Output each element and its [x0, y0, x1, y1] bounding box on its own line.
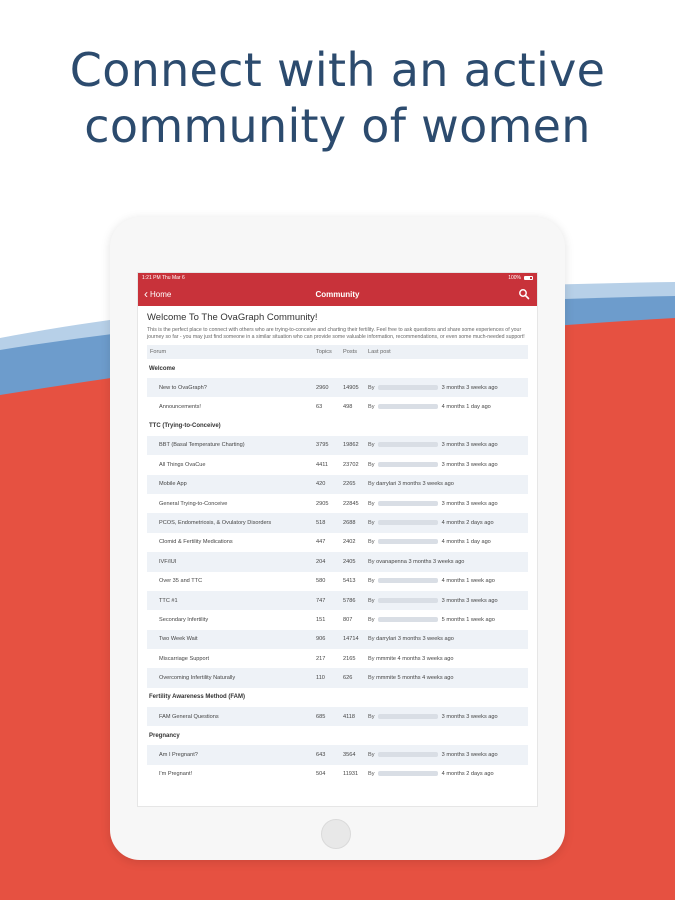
forum-posts: 22845	[343, 500, 359, 507]
category-name: Welcome	[149, 365, 176, 372]
forum-row[interactable]	[147, 397, 528, 416]
battery-icon	[524, 276, 533, 280]
forum-name: New to OvaGraph?	[159, 384, 207, 391]
forum-topics: 504	[316, 771, 326, 778]
last-post-by: By	[368, 771, 375, 778]
last-post-user[interactable]: mmmite	[376, 655, 396, 662]
forum-name: All Things OvaCue	[159, 461, 206, 468]
header-topics: Topics	[316, 349, 332, 355]
forum-posts: 498	[343, 404, 353, 411]
forum-row[interactable]	[147, 610, 528, 629]
last-post-by: By	[368, 578, 375, 585]
last-post-by: By	[368, 616, 375, 623]
forum-name: Overcoming Infertility Naturally	[159, 675, 236, 682]
forum-row[interactable]	[147, 494, 528, 513]
forum-row[interactable]	[147, 649, 528, 668]
redacted-username	[378, 404, 438, 409]
table-header	[147, 345, 528, 359]
status-bar	[138, 273, 537, 282]
forum-last-post	[368, 559, 528, 565]
forum-last-post	[368, 771, 528, 777]
forum-last-post	[368, 481, 528, 487]
forum-posts: 19862	[343, 442, 359, 449]
category-row	[147, 417, 528, 436]
last-post-user[interactable]: ovanapenna	[376, 558, 407, 565]
forum-row[interactable]	[147, 668, 528, 687]
forum-name: Announcements!	[159, 404, 201, 411]
forum-last-post	[368, 714, 528, 720]
last-post-time: 4 months 1 week ago	[441, 578, 495, 585]
last-post-time: 3 months 3 weeks ago	[441, 384, 498, 391]
last-post-user[interactable]: darrylari	[376, 636, 397, 643]
last-post-by: By	[368, 675, 375, 682]
forum-name: Mobile App	[159, 481, 187, 488]
forum-posts: 11931	[343, 771, 359, 778]
last-post-by: By	[368, 442, 375, 449]
last-post-by: By	[368, 384, 375, 391]
forum-row[interactable]	[147, 533, 528, 552]
last-post-by: By	[368, 500, 375, 507]
last-post-time: 4 months 2 days ago	[441, 520, 494, 527]
forum-topics: 151	[316, 616, 326, 623]
category-row	[147, 359, 528, 378]
status-battery-text: 100%	[508, 274, 521, 281]
headline-line-2: community of women	[84, 99, 591, 153]
redacted-username	[378, 385, 438, 390]
forum-last-post	[368, 752, 528, 758]
forum-posts: 2265	[343, 481, 356, 488]
last-post-time: 4 months 1 day ago	[441, 404, 491, 411]
header-forum: Forum	[150, 349, 167, 355]
forum-last-post	[368, 539, 528, 545]
last-post-time: 3 months 3 weeks ago	[397, 636, 454, 643]
forum-posts: 626	[343, 675, 353, 682]
last-post-time: 3 months 3 weeks ago	[441, 500, 498, 507]
redacted-username	[378, 578, 438, 583]
category-name: Pregnancy	[149, 732, 180, 739]
last-post-time: 3 months 3 weeks ago	[441, 597, 498, 604]
category-row	[147, 688, 528, 707]
last-post-time: 4 months 1 day ago	[441, 539, 491, 546]
forum-last-post	[368, 404, 528, 410]
last-post-time: 3 months 3 weeks ago	[441, 751, 498, 758]
forum-last-post	[368, 598, 528, 604]
welcome-title: Welcome To The OvaGraph Community!	[147, 312, 318, 323]
chevron-left-icon: ‹	[144, 287, 148, 301]
last-post-by: By	[368, 751, 375, 758]
back-label: Home	[150, 289, 172, 299]
forum-table	[147, 345, 528, 784]
nav-bar	[138, 282, 537, 306]
forum-posts: 5786	[343, 597, 356, 604]
redacted-username	[378, 501, 438, 506]
forum-last-post	[368, 675, 528, 681]
forum-posts: 4118	[343, 713, 356, 720]
search-icon[interactable]	[518, 288, 530, 300]
redacted-username	[378, 617, 438, 622]
headline-line-1: Connect with an active	[69, 43, 606, 97]
last-post-by: By	[368, 520, 375, 527]
last-post-by: By	[368, 539, 375, 546]
forum-topics: 518	[316, 520, 326, 527]
forum-row[interactable]	[147, 378, 528, 397]
forum-posts: 3564	[343, 751, 356, 758]
last-post-user[interactable]: mmmite	[376, 675, 396, 682]
forum-name: BBT (Basal Temperature Charting)	[159, 442, 245, 449]
forum-name: General Trying-to-Conceive	[159, 500, 228, 507]
last-post-by: By	[368, 404, 375, 411]
forum-topics: 4411	[316, 461, 329, 468]
forum-posts: 23702	[343, 461, 359, 468]
table-body	[147, 359, 528, 784]
forum-posts: 2688	[343, 520, 356, 527]
forum-topics: 747	[316, 597, 326, 604]
last-post-time: 3 months 3 weeks ago	[397, 481, 454, 488]
last-post-by: By	[368, 655, 375, 662]
last-post-by: By	[368, 713, 375, 720]
forum-row[interactable]	[147, 707, 528, 726]
forum-posts: 14714	[343, 636, 359, 643]
headline	[0, 42, 675, 154]
last-post-time: 5 months 1 week ago	[441, 616, 495, 623]
last-post-time: 3 months 3 weeks ago	[441, 442, 498, 449]
last-post-by: By	[368, 636, 375, 643]
redacted-username	[378, 752, 438, 757]
nav-title: Community	[315, 289, 360, 299]
forum-name: Secondary Infertility	[159, 616, 209, 623]
forum-topics: 580	[316, 578, 326, 585]
forum-row[interactable]	[147, 630, 528, 649]
last-post-time: 3 months 3 weeks ago	[441, 461, 498, 468]
redacted-username	[378, 520, 438, 525]
redacted-username	[378, 442, 438, 447]
forum-row[interactable]	[147, 552, 528, 571]
status-time-day: 1:21 PM Thu Mar 6	[142, 274, 185, 281]
forum-last-post	[368, 578, 528, 584]
forum-topics: 2905	[316, 500, 329, 507]
last-post-time: 3 months 3 weeks ago	[408, 558, 465, 565]
forum-last-post	[368, 636, 528, 642]
forum-name: Clomid & Fertility Medications	[159, 539, 233, 546]
forum-last-post	[368, 385, 528, 391]
last-post-by: By	[368, 558, 375, 565]
redacted-username	[378, 714, 438, 719]
forum-row[interactable]	[147, 475, 528, 494]
forum-posts: 807	[343, 616, 353, 623]
last-post-time: 4 months 3 weeks ago	[397, 655, 454, 662]
forum-row[interactable]	[147, 765, 528, 784]
forum-name: Over 35 and TTC	[159, 578, 203, 585]
forum-row[interactable]	[147, 572, 528, 591]
forum-last-post	[368, 501, 528, 507]
forum-topics: 447	[316, 539, 326, 546]
forum-topics: 110	[316, 675, 325, 682]
forum-last-post	[368, 462, 528, 468]
community-content	[138, 306, 537, 784]
last-post-user[interactable]: darrylari	[376, 481, 397, 488]
redacted-username	[378, 462, 438, 467]
forum-posts: 2165	[343, 655, 356, 662]
forum-name: IVF/IUI	[159, 558, 177, 565]
last-post-by: By	[368, 461, 375, 468]
home-button[interactable]	[321, 819, 351, 849]
redacted-username	[378, 771, 438, 776]
last-post-by: By	[368, 481, 375, 488]
tablet-screen	[137, 272, 538, 807]
forum-row[interactable]	[147, 745, 528, 764]
forum-posts: 2405	[343, 558, 356, 565]
forum-row[interactable]	[147, 436, 528, 455]
header-posts: Posts	[343, 349, 357, 355]
forum-last-post	[368, 520, 528, 526]
forum-name: PCOS, Endometriosis, & Ovulatory Disorders	[159, 520, 272, 527]
forum-name: I'm Pregnant!	[159, 771, 193, 778]
forum-name: Am I Pregnant?	[159, 751, 198, 758]
forum-topics: 217	[316, 655, 326, 662]
forum-topics: 204	[316, 558, 326, 565]
back-button[interactable]	[144, 282, 171, 306]
welcome-intro: This is the perfect place to connect with others who are trying-to-conceive and charting their fertility. Feel free to ask questions and share some experiences of your journey so far - you may just find someone in a similar situation who can provide some valuable information, recommendations, or even some much-needed support!	[147, 327, 525, 340]
forum-name: FAM General Questions	[159, 713, 219, 720]
forum-row[interactable]	[147, 455, 528, 474]
redacted-username	[378, 598, 438, 603]
last-post-by: By	[368, 597, 375, 604]
forum-last-post	[368, 656, 528, 662]
forum-last-post	[368, 442, 528, 448]
header-last-post: Last post	[368, 349, 391, 355]
tablet-device	[110, 217, 565, 860]
forum-posts: 14905	[343, 384, 359, 391]
redacted-username	[378, 539, 438, 544]
last-post-time: 5 months 4 weeks ago	[397, 675, 454, 682]
forum-last-post	[368, 617, 528, 623]
last-post-time: 3 months 3 weeks ago	[441, 713, 498, 720]
category-row	[147, 726, 528, 745]
forum-topics: 420	[316, 481, 326, 488]
forum-row[interactable]	[147, 591, 528, 610]
forum-topics: 685	[316, 713, 326, 720]
forum-topics: 643	[316, 751, 326, 758]
forum-topics: 63	[316, 404, 323, 411]
forum-name: TTC #1	[159, 597, 178, 604]
forum-topics: 906	[316, 636, 326, 643]
forum-posts: 2402	[343, 539, 356, 546]
forum-topics: 3795	[316, 442, 329, 449]
forum-topics: 2960	[316, 384, 329, 391]
category-name: Fertility Awareness Method (FAM)	[149, 694, 246, 701]
last-post-time: 4 months 2 days ago	[441, 771, 494, 778]
forum-name: Miscarriage Support	[159, 655, 210, 662]
forum-row[interactable]	[147, 513, 528, 532]
forum-posts: 5413	[343, 578, 356, 585]
forum-name: Two Week Wait	[159, 636, 198, 643]
category-name: TTC (Trying-to-Conceive)	[149, 423, 221, 430]
